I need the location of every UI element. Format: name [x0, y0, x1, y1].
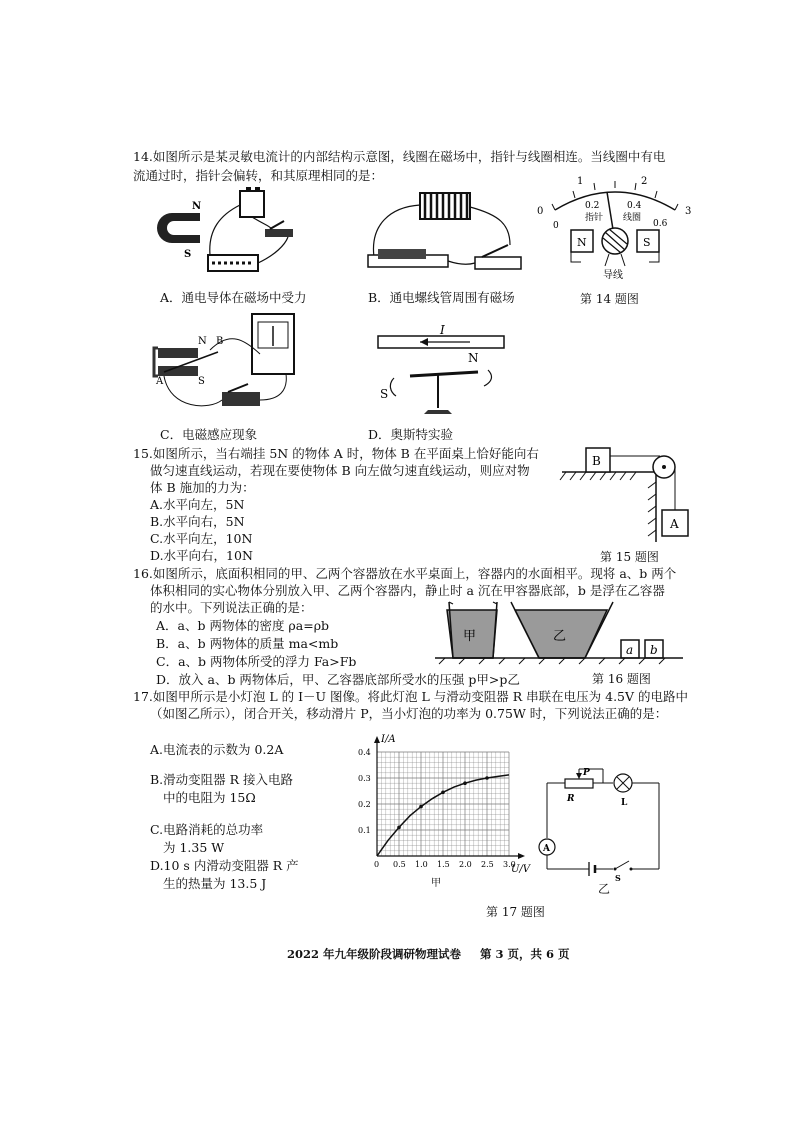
iu-grid — [377, 752, 509, 856]
footer-page-number: 第 3 页，共 6 页 — [480, 947, 570, 961]
scale-0: 0 — [537, 206, 544, 217]
q14-figure-b — [360, 185, 535, 280]
x-tick-label: 1.0 — [415, 860, 428, 869]
x-axis-arrow — [518, 853, 525, 859]
q15-option-a: A.水平向左，5N — [150, 497, 245, 512]
c-a-label: A — [156, 376, 164, 387]
data-point — [419, 805, 423, 809]
q16-option-d: D．放入 a、b 两物体后，甲、乙容器底部所受水的压强 p甲>p乙 — [156, 672, 520, 687]
switch-symbol — [615, 861, 629, 869]
y-tick-label: 0.4 — [358, 748, 371, 757]
inner-0: 0 — [553, 221, 559, 231]
pointer-label: 指针 — [585, 213, 604, 223]
q16-figure — [435, 598, 685, 668]
q17-circuit — [535, 765, 670, 885]
q14-option-a: A．通电导体在磁场中受力 — [160, 290, 307, 305]
wire-label: 导线 — [603, 270, 623, 281]
c-b-label: B — [216, 336, 224, 347]
scale-2: 2 — [641, 176, 648, 187]
s-pole-label: S — [184, 249, 192, 260]
q14-option-d: D．奥斯特实验 — [368, 427, 454, 442]
q16-line2: 体积相同的实心物体分别放入甲、乙两个容器内，静止时 a 沉在甲容器底部，b 是浮在乙容器 — [150, 583, 665, 598]
q17-option-b2: 中的电阻为 15Ω — [163, 790, 256, 805]
q15-line2: 做匀速直线运动，若现在要使物体 B 向左做匀速直线运动，则应对物 — [150, 463, 530, 478]
y-tick-label: 0.1 — [358, 826, 371, 835]
q17-option-b1: B.滑动变阻器 R 接入电路 — [150, 772, 294, 787]
galv-n-label: N — [577, 236, 587, 249]
c-n-label: N — [198, 336, 207, 347]
q15-caption: 第 15 题图 — [600, 550, 659, 564]
q14-figure-d — [360, 322, 520, 422]
galv-s-label: S — [643, 236, 651, 249]
q15-block-b-label: B — [592, 454, 601, 468]
q17-caption: 第 17 题图 — [486, 905, 545, 919]
q16-option-b: B．a、b 两物体的质量 ma<mb — [156, 636, 339, 651]
inner-06: 0.6 — [653, 219, 668, 229]
q14-galvanometer-figure — [535, 170, 695, 285]
x-axis-label: U/V — [511, 864, 531, 875]
y-axis-arrow — [374, 736, 380, 743]
q16-caption: 第 16 题图 — [592, 672, 651, 686]
q15-line1: 15.如图所示，当右端挂 5N 的物体 A 时，物体 B 在平面桌上恰好能向右 — [133, 446, 539, 461]
q15-block-a-label: A — [670, 517, 679, 531]
q15-option-b: B.水平向右，5N — [150, 514, 245, 529]
q16-block-a-label: a — [626, 643, 634, 657]
q15-figure — [560, 442, 700, 544]
d-s-label: S — [380, 387, 389, 401]
x-tick-label: 1.5 — [437, 860, 450, 869]
d-n-label: N — [468, 351, 479, 365]
y-tick-label: 0.2 — [358, 800, 371, 809]
slider-label: P — [583, 768, 590, 778]
n-pole-label: N — [192, 201, 202, 212]
y-axis-label: I/A — [381, 734, 396, 745]
q17-option-c1: C.电路消耗的总功率 — [150, 822, 264, 837]
data-point — [441, 791, 445, 795]
q16-line1: 16.如图所示，底面积相同的甲、乙两个容器放在水平桌面上，容器内的水面相平。现将 a、b 两个 — [133, 566, 677, 581]
data-point — [463, 781, 467, 785]
c-s-label: S — [198, 376, 205, 387]
switch-label: S — [615, 873, 621, 883]
q14-figure-a — [160, 185, 300, 290]
iu-graph — [355, 730, 530, 895]
inner-04: 0.4 — [627, 201, 642, 211]
q14-option-b: B．通电螺线管周围有磁场 — [368, 290, 515, 305]
q17-option-d2: 生的热量为 13.5 J — [163, 876, 267, 891]
x-tick-label: 3.0 — [503, 860, 516, 869]
rheostat-symbol — [565, 779, 593, 788]
q17-line1: 17.如图甲所示是小灯泡 L 的 I－U 图像。将此灯泡 L 与滑动变阻器 R 串联在电压为 4.5V 的电路中 — [133, 689, 689, 704]
q16-option-a: A．a、b 两物体的密度 ρa=ρb — [156, 618, 330, 633]
current-label: I — [440, 323, 445, 337]
q17-option-d1: D.10 s 内滑动变阻器 R 产 — [150, 858, 299, 873]
graph-caption-jia: 甲 — [431, 878, 441, 889]
q16-option-c: C．a、b 两物体所受的浮力 Fa>Fb — [156, 654, 357, 669]
data-point — [485, 776, 489, 780]
lamp-label: L — [621, 798, 628, 808]
rheostat-label: R — [567, 794, 575, 804]
q17-option-a: A.电流表的示数为 0.2A — [150, 742, 284, 757]
q16-line3: 的水中。下列说法正确的是： — [150, 600, 313, 615]
q14-caption: 第 14 题图 — [580, 292, 639, 306]
q15-line3: 体 B 施加的力为： — [150, 480, 255, 495]
q14-stem-line2: 流通过时，指针会偏转，和其原理相同的是： — [133, 168, 384, 183]
q14-figure-c — [150, 310, 300, 420]
q15-option-d: D.水平向右，10N — [150, 548, 253, 563]
x-tick-label: 2.0 — [459, 860, 472, 869]
coil-label: 线圈 — [623, 213, 642, 223]
q14-stem-line1: 14.如图所示是某灵敏电流计的内部结构示意图，线圈在磁场中，指针与线圈相连。当线圈中有电 — [133, 149, 666, 164]
q16-block-b-label: b — [650, 643, 658, 657]
x-tick-label: 0.5 — [393, 860, 406, 869]
circuit-caption-yi: 乙 — [598, 882, 611, 896]
y-tick-label: 0.3 — [358, 774, 371, 783]
scale-1: 1 — [577, 176, 584, 187]
q14-option-c: C．电磁感应现象 — [160, 427, 258, 442]
inner-02: 0.2 — [585, 201, 600, 211]
q17-option-c2: 为 1.35 W — [163, 840, 225, 855]
q15-option-c: C.水平向左，10N — [150, 531, 253, 546]
x-tick-label: 0 — [374, 860, 380, 869]
x-tick-label: 2.5 — [481, 860, 494, 869]
q16-jia-label: 甲 — [463, 629, 477, 644]
ammeter-label: A — [543, 844, 550, 854]
footer-title: 2022 年九年级阶段调研物理试卷 — [287, 947, 462, 961]
scale-3: 3 — [685, 206, 692, 217]
q17-line2: （如图乙所示），闭合开关，移动滑片 P，当小灯泡的功率为 0.75W 时，下列说法正确的是： — [150, 706, 668, 721]
q16-yi-label: 乙 — [553, 629, 567, 644]
data-point — [397, 826, 401, 830]
